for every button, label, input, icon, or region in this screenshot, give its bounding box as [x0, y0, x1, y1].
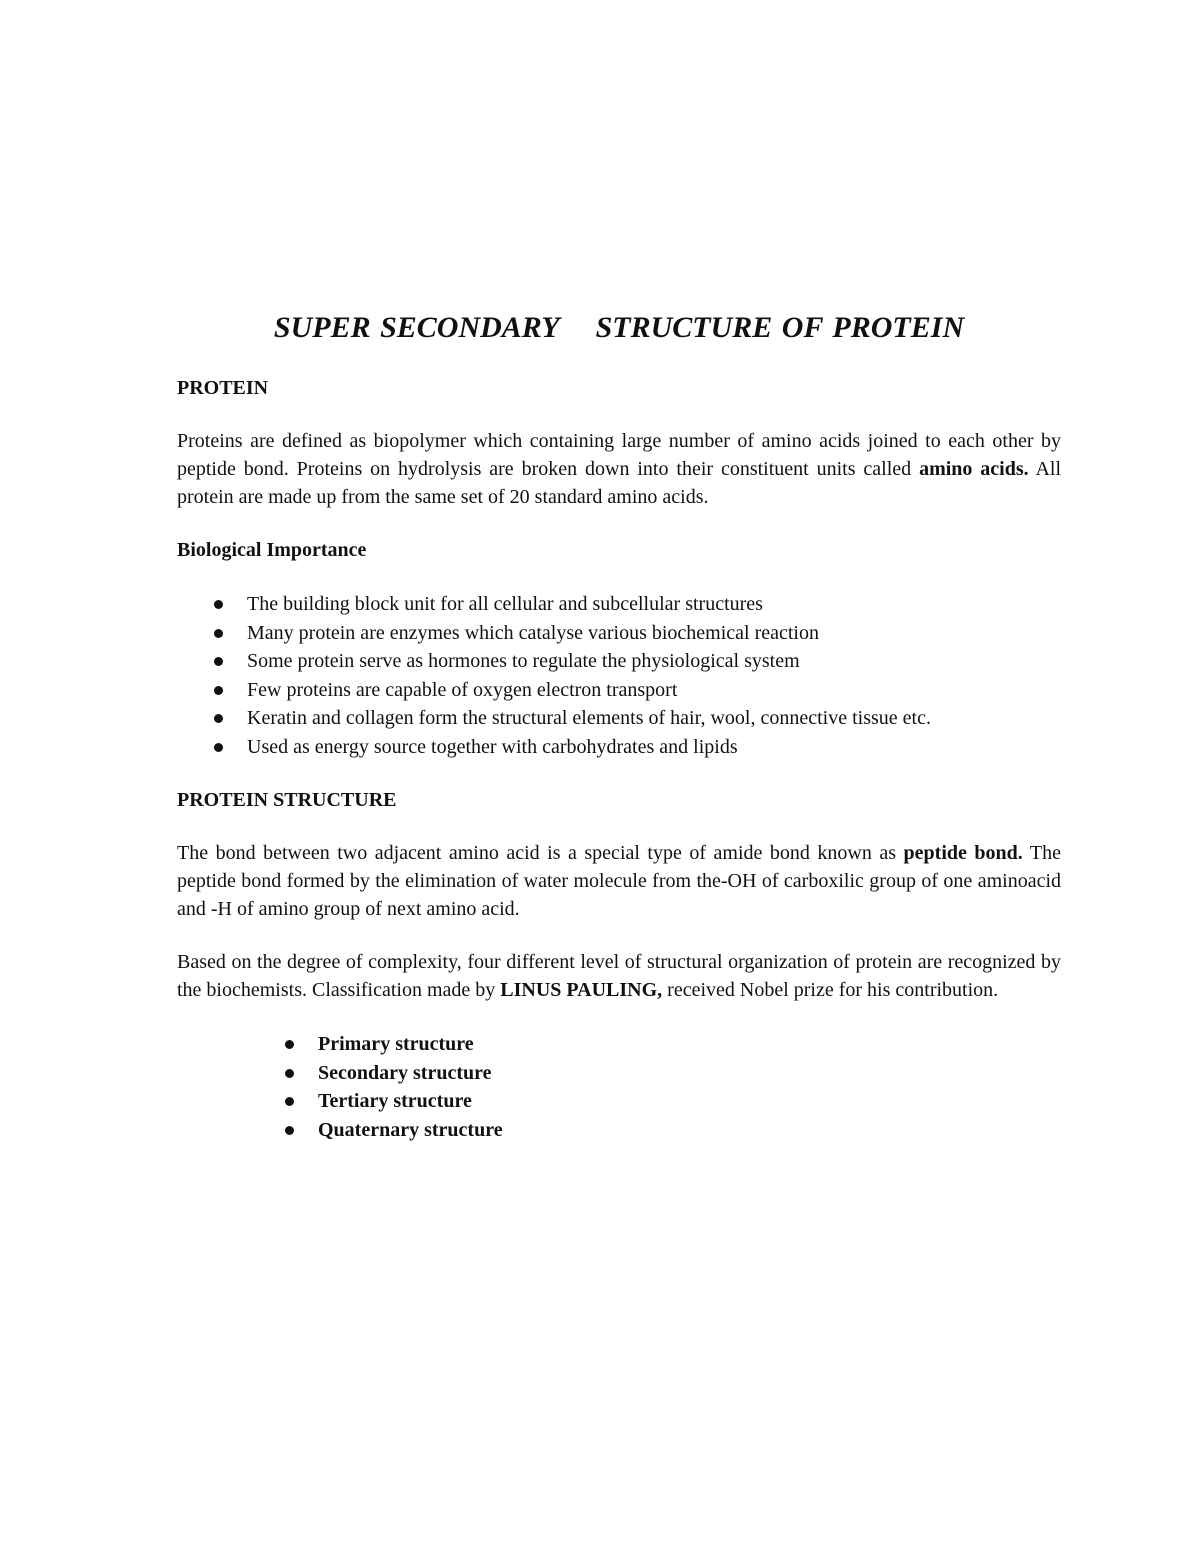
list-item: [177, 1030, 1061, 1059]
protein-definition-text-2: All protein are made up from the same set of 20 standard amino acids.: [177, 458, 1062, 508]
bullet-icon: [214, 743, 223, 752]
list-item-text: Keratin and collagen form the structural elements of hair, wool, connective tissue etc.: [247, 707, 931, 729]
bullet-icon: [214, 657, 223, 666]
amino-acids-term: amino acids.: [919, 458, 1029, 480]
bullet-icon: [214, 600, 223, 609]
heading-protein-structure: PROTEIN STRUCTURE: [177, 789, 397, 811]
bullet-icon: [285, 1097, 294, 1106]
title-part-1: SUPER SECONDARY: [273, 311, 560, 344]
bullet-icon: [285, 1126, 294, 1135]
peptide-bond-text-1: The bond between two adjacent amino acid is a special type of amide bond known as: [177, 842, 904, 864]
document-title: [177, 308, 1061, 348]
heading-protein: PROTEIN: [177, 377, 269, 399]
bullet-icon: [285, 1040, 294, 1049]
complexity-text-2: received Nobel prize for his contribution.: [662, 979, 999, 1001]
bullet-icon: [214, 629, 223, 638]
list-item-text: Used as energy source together with carbohydrates and lipids: [247, 735, 738, 758]
bullet-icon: [214, 686, 223, 695]
list-item-text: Quaternary structure: [318, 1118, 503, 1141]
protein-definition-paragraph: [177, 427, 1061, 511]
biological-importance-list: [177, 590, 1061, 761]
list-item-text: Few proteins are capable of oxygen electron transport: [247, 678, 678, 701]
peptide-bond-term: peptide bond.: [903, 842, 1023, 864]
list-item: [177, 676, 1061, 705]
peptide-bond-paragraph: [177, 839, 1061, 923]
list-item: [177, 1059, 1061, 1088]
bullet-icon: [285, 1069, 294, 1078]
list-item-text: Primary structure: [318, 1033, 474, 1055]
list-item: [177, 590, 1061, 619]
bullet-icon: [214, 714, 223, 723]
list-item: [177, 704, 1061, 733]
document-page: [177, 308, 1061, 1144]
heading-biological-importance: Biological Importance: [177, 539, 367, 561]
complexity-text-1: Based on the degree of complexity, four different level of structural organization of protein are recognized by the biochemists. Classification made by: [177, 951, 1061, 1001]
protein-definition-text-1: Proteins are defined as biopolymer which containing large number of amino acids joined to each other by peptide bond. Proteins on hydrolysis are broken down into their constituent units called: [177, 430, 1061, 480]
complexity-paragraph: [177, 948, 1061, 1004]
linus-pauling-term: LINUS PAULING,: [500, 979, 663, 1001]
list-item: [177, 1116, 1061, 1145]
peptide-bond-text-2: The peptide bond formed by the elimination of water molecule from the-OH of carboxilic group of one aminoacid and -H of amino group of next amino acid.: [177, 842, 1061, 920]
list-item-text: Tertiary structure: [318, 1090, 472, 1112]
list-item: [177, 619, 1061, 648]
list-item-text: The building block unit for all cellular and subcellular structures: [247, 593, 763, 615]
list-item-text: Many protein are enzymes which catalyse various biochemical reaction: [247, 621, 819, 644]
structure-levels-list: [177, 1030, 1061, 1144]
title-part-2: STRUCTURE OF PROTEIN: [595, 311, 965, 344]
list-item: [177, 647, 1061, 676]
list-item: [177, 733, 1061, 762]
list-item-text: Secondary structure: [318, 1061, 492, 1084]
list-item-text: Some protein serve as hormones to regulate the physiological system: [247, 650, 800, 672]
list-item: [177, 1087, 1061, 1116]
